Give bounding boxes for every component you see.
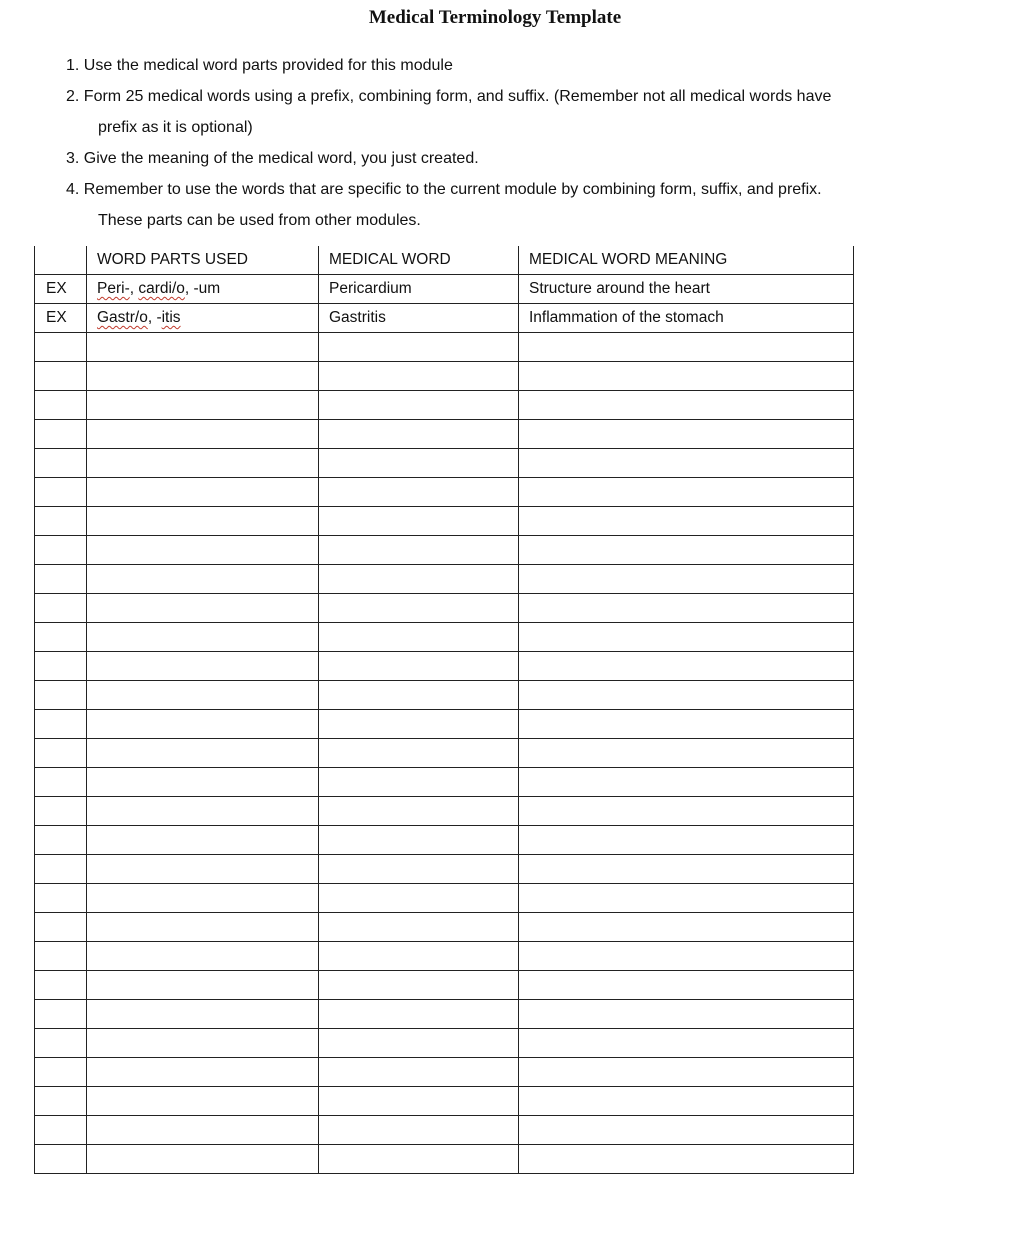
blank-label-cell[interactable] <box>35 739 87 768</box>
blank-label-cell[interactable] <box>35 942 87 971</box>
blank-label-cell[interactable] <box>35 623 87 652</box>
blank-meaning-cell[interactable] <box>519 1058 854 1087</box>
blank-medical-word-cell[interactable] <box>319 420 519 449</box>
blank-medical-word-cell[interactable] <box>319 884 519 913</box>
header-cell-label <box>35 246 87 275</box>
blank-medical-word-cell[interactable] <box>319 971 519 1000</box>
instruction-continuation: prefix as it is optional) <box>98 119 253 136</box>
blank-meaning-cell[interactable] <box>519 478 854 507</box>
blank-word-parts-cell[interactable] <box>87 1000 319 1029</box>
blank-word-parts-cell[interactable] <box>87 768 319 797</box>
blank-medical-word-cell[interactable] <box>319 1058 519 1087</box>
blank-medical-word-cell[interactable] <box>319 333 519 362</box>
example-row <box>35 275 854 304</box>
example-label: EX <box>35 304 87 333</box>
blank-word-parts-cell[interactable] <box>87 913 319 942</box>
blank-medical-word-cell[interactable] <box>319 1029 519 1058</box>
blank-label-cell[interactable] <box>35 1145 87 1174</box>
blank-table-row <box>35 507 854 536</box>
blank-medical-word-cell[interactable] <box>319 768 519 797</box>
blank-word-parts-cell[interactable] <box>87 362 319 391</box>
blank-label-cell[interactable] <box>35 449 87 478</box>
blank-meaning-cell[interactable] <box>519 623 854 652</box>
blank-medical-word-cell[interactable] <box>319 652 519 681</box>
blank-label-cell[interactable] <box>35 884 87 913</box>
blank-meaning-cell[interactable] <box>519 710 854 739</box>
blank-medical-word-cell[interactable] <box>319 623 519 652</box>
blank-label-cell[interactable] <box>35 971 87 1000</box>
terminology-table <box>34 246 854 1174</box>
blank-word-parts-cell[interactable] <box>87 884 319 913</box>
instructions-list <box>66 50 831 236</box>
blank-word-parts-cell[interactable] <box>87 971 319 1000</box>
blank-label-cell[interactable] <box>35 768 87 797</box>
blank-label-cell[interactable] <box>35 333 87 362</box>
blank-table-row <box>35 971 854 1000</box>
header-medical-word: MEDICAL WORD <box>319 246 519 275</box>
blank-medical-word-cell[interactable] <box>319 913 519 942</box>
blank-word-parts-cell[interactable] <box>87 1145 319 1174</box>
spellcheck-word: Peri- <box>97 280 130 297</box>
blank-table-row <box>35 1116 854 1145</box>
blank-word-parts-cell[interactable] <box>87 681 319 710</box>
blank-table-row <box>35 623 854 652</box>
blank-label-cell[interactable] <box>35 855 87 884</box>
blank-medical-word-cell[interactable] <box>319 797 519 826</box>
blank-table-row <box>35 333 854 362</box>
blank-meaning-cell[interactable] <box>519 449 854 478</box>
blank-table-row <box>35 768 854 797</box>
blank-table-row <box>35 652 854 681</box>
blank-meaning-cell[interactable] <box>519 1087 854 1116</box>
blank-meaning-cell[interactable] <box>519 739 854 768</box>
blank-medical-word-cell[interactable] <box>319 826 519 855</box>
instruction-item: 4. Remember to use the words that are specific to the current module by combining form, suffix, and prefix. <box>66 181 822 198</box>
blank-table-row <box>35 826 854 855</box>
blank-medical-word-cell[interactable] <box>319 1116 519 1145</box>
blank-word-parts-cell[interactable] <box>87 536 319 565</box>
blank-word-parts-cell[interactable] <box>87 478 319 507</box>
blank-meaning-cell[interactable] <box>519 1029 854 1058</box>
blank-word-parts-cell[interactable] <box>87 652 319 681</box>
blank-word-parts-cell[interactable] <box>87 594 319 623</box>
blank-meaning-cell[interactable] <box>519 826 854 855</box>
blank-word-parts-cell[interactable] <box>87 826 319 855</box>
blank-medical-word-cell[interactable] <box>319 1000 519 1029</box>
blank-label-cell[interactable] <box>35 1029 87 1058</box>
blank-word-parts-cell[interactable] <box>87 333 319 362</box>
instruction-item: 1. Use the medical word parts provided for this module <box>66 57 453 74</box>
blank-word-parts-cell[interactable] <box>87 1116 319 1145</box>
blank-meaning-cell[interactable] <box>519 768 854 797</box>
example-medical-word: Pericardium <box>319 275 519 304</box>
blank-word-parts-cell[interactable] <box>87 623 319 652</box>
blank-meaning-cell[interactable] <box>519 855 854 884</box>
blank-label-cell[interactable] <box>35 652 87 681</box>
example-medical-word: Gastritis <box>319 304 519 333</box>
blank-meaning-cell[interactable] <box>519 971 854 1000</box>
blank-label-cell[interactable] <box>35 507 87 536</box>
blank-label-cell[interactable] <box>35 1116 87 1145</box>
blank-table-row <box>35 855 854 884</box>
blank-meaning-cell[interactable] <box>519 391 854 420</box>
word-part-text: , <box>129 280 139 297</box>
blank-label-cell[interactable] <box>35 826 87 855</box>
blank-label-cell[interactable] <box>35 594 87 623</box>
blank-meaning-cell[interactable] <box>519 507 854 536</box>
blank-label-cell[interactable] <box>35 1087 87 1116</box>
blank-table-row <box>35 1029 854 1058</box>
blank-label-cell[interactable] <box>35 1000 87 1029</box>
blank-word-parts-cell[interactable] <box>87 1029 319 1058</box>
blank-word-parts-cell[interactable] <box>87 420 319 449</box>
spellcheck-word: Gastr/o <box>97 309 148 326</box>
blank-meaning-cell[interactable] <box>519 797 854 826</box>
blank-medical-word-cell[interactable] <box>319 739 519 768</box>
table-header-row <box>35 246 854 275</box>
instruction-item: 2. Form 25 medical words using a prefix, combining form, and suffix. (Remember not all medical words have <box>66 88 832 105</box>
blank-meaning-cell[interactable] <box>519 1145 854 1174</box>
blank-medical-word-cell[interactable] <box>319 1087 519 1116</box>
blank-medical-word-cell[interactable] <box>319 681 519 710</box>
blank-word-parts-cell[interactable] <box>87 391 319 420</box>
blank-medical-word-cell[interactable] <box>319 594 519 623</box>
page-title: Medical Terminology Template <box>368 7 622 28</box>
blank-table-row <box>35 362 854 391</box>
blank-table-row <box>35 1058 854 1087</box>
blank-label-cell[interactable] <box>35 1058 87 1087</box>
blank-meaning-cell[interactable] <box>519 1116 854 1145</box>
word-part-text: , - <box>147 309 162 326</box>
blank-label-cell[interactable] <box>35 536 87 565</box>
spellcheck-word: itis <box>161 309 181 326</box>
blank-meaning-cell[interactable] <box>519 681 854 710</box>
blank-label-cell[interactable] <box>35 391 87 420</box>
blank-medical-word-cell[interactable] <box>319 565 519 594</box>
example-medical-word-meaning: Structure around the heart <box>519 275 854 304</box>
blank-table-row <box>35 449 854 478</box>
blank-word-parts-cell[interactable] <box>87 507 319 536</box>
blank-medical-word-cell[interactable] <box>319 710 519 739</box>
blank-label-cell[interactable] <box>35 681 87 710</box>
blank-label-cell[interactable] <box>35 420 87 449</box>
blank-label-cell[interactable] <box>35 565 87 594</box>
blank-meaning-cell[interactable] <box>519 333 854 362</box>
blank-table-row <box>35 391 854 420</box>
blank-table-row <box>35 1087 854 1116</box>
blank-table-row <box>35 681 854 710</box>
blank-meaning-cell[interactable] <box>519 942 854 971</box>
blank-word-parts-cell[interactable] <box>87 710 319 739</box>
blank-meaning-cell[interactable] <box>519 884 854 913</box>
blank-word-parts-cell[interactable] <box>87 942 319 971</box>
blank-table-row <box>35 1145 854 1174</box>
instruction-item: 3. Give the meaning of the medical word, you just created. <box>66 150 479 167</box>
blank-medical-word-cell[interactable] <box>319 536 519 565</box>
example-label: EX <box>35 275 87 304</box>
blank-medical-word-cell[interactable] <box>319 391 519 420</box>
example-medical-word-meaning: Inflammation of the stomach <box>519 304 854 333</box>
blank-label-cell[interactable] <box>35 913 87 942</box>
blank-medical-word-cell[interactable] <box>319 507 519 536</box>
blank-table-row <box>35 942 854 971</box>
blank-meaning-cell[interactable] <box>519 1000 854 1029</box>
example-word-parts <box>87 304 319 333</box>
blank-label-cell[interactable] <box>35 710 87 739</box>
example-word-parts <box>87 275 319 304</box>
blank-medical-word-cell[interactable] <box>319 449 519 478</box>
blank-word-parts-cell[interactable] <box>87 855 319 884</box>
blank-word-parts-cell[interactable] <box>87 1087 319 1116</box>
blank-medical-word-cell[interactable] <box>319 362 519 391</box>
blank-meaning-cell[interactable] <box>519 652 854 681</box>
blank-meaning-cell[interactable] <box>519 913 854 942</box>
header-medical-word-meaning: MEDICAL WORD MEANING <box>519 246 854 275</box>
instruction-continuation: These parts can be used from other modules. <box>98 212 421 229</box>
blank-table-row <box>35 913 854 942</box>
blank-meaning-cell[interactable] <box>519 565 854 594</box>
blank-table-row <box>35 536 854 565</box>
blank-word-parts-cell[interactable] <box>87 1058 319 1087</box>
blank-medical-word-cell[interactable] <box>319 478 519 507</box>
blank-label-cell[interactable] <box>35 362 87 391</box>
blank-table-row <box>35 797 854 826</box>
blank-table-row <box>35 565 854 594</box>
blank-word-parts-cell[interactable] <box>87 449 319 478</box>
blank-medical-word-cell[interactable] <box>319 942 519 971</box>
blank-meaning-cell[interactable] <box>519 594 854 623</box>
example-row <box>35 304 854 333</box>
blank-medical-word-cell[interactable] <box>319 1145 519 1174</box>
blank-table-row <box>35 420 854 449</box>
blank-word-parts-cell[interactable] <box>87 565 319 594</box>
spellcheck-word: cardi/o <box>138 280 185 297</box>
blank-table-row <box>35 884 854 913</box>
blank-meaning-cell[interactable] <box>519 420 854 449</box>
blank-meaning-cell[interactable] <box>519 362 854 391</box>
blank-meaning-cell[interactable] <box>519 536 854 565</box>
blank-word-parts-cell[interactable] <box>87 797 319 826</box>
blank-table-row <box>35 1000 854 1029</box>
blank-label-cell[interactable] <box>35 797 87 826</box>
word-part-text: , -um <box>184 280 221 297</box>
blank-label-cell[interactable] <box>35 478 87 507</box>
blank-table-row <box>35 594 854 623</box>
blank-table-row <box>35 710 854 739</box>
blank-word-parts-cell[interactable] <box>87 739 319 768</box>
blank-table-row <box>35 739 854 768</box>
header-word-parts-used: WORD PARTS USED <box>87 246 319 275</box>
blank-medical-word-cell[interactable] <box>319 855 519 884</box>
blank-table-row <box>35 478 854 507</box>
